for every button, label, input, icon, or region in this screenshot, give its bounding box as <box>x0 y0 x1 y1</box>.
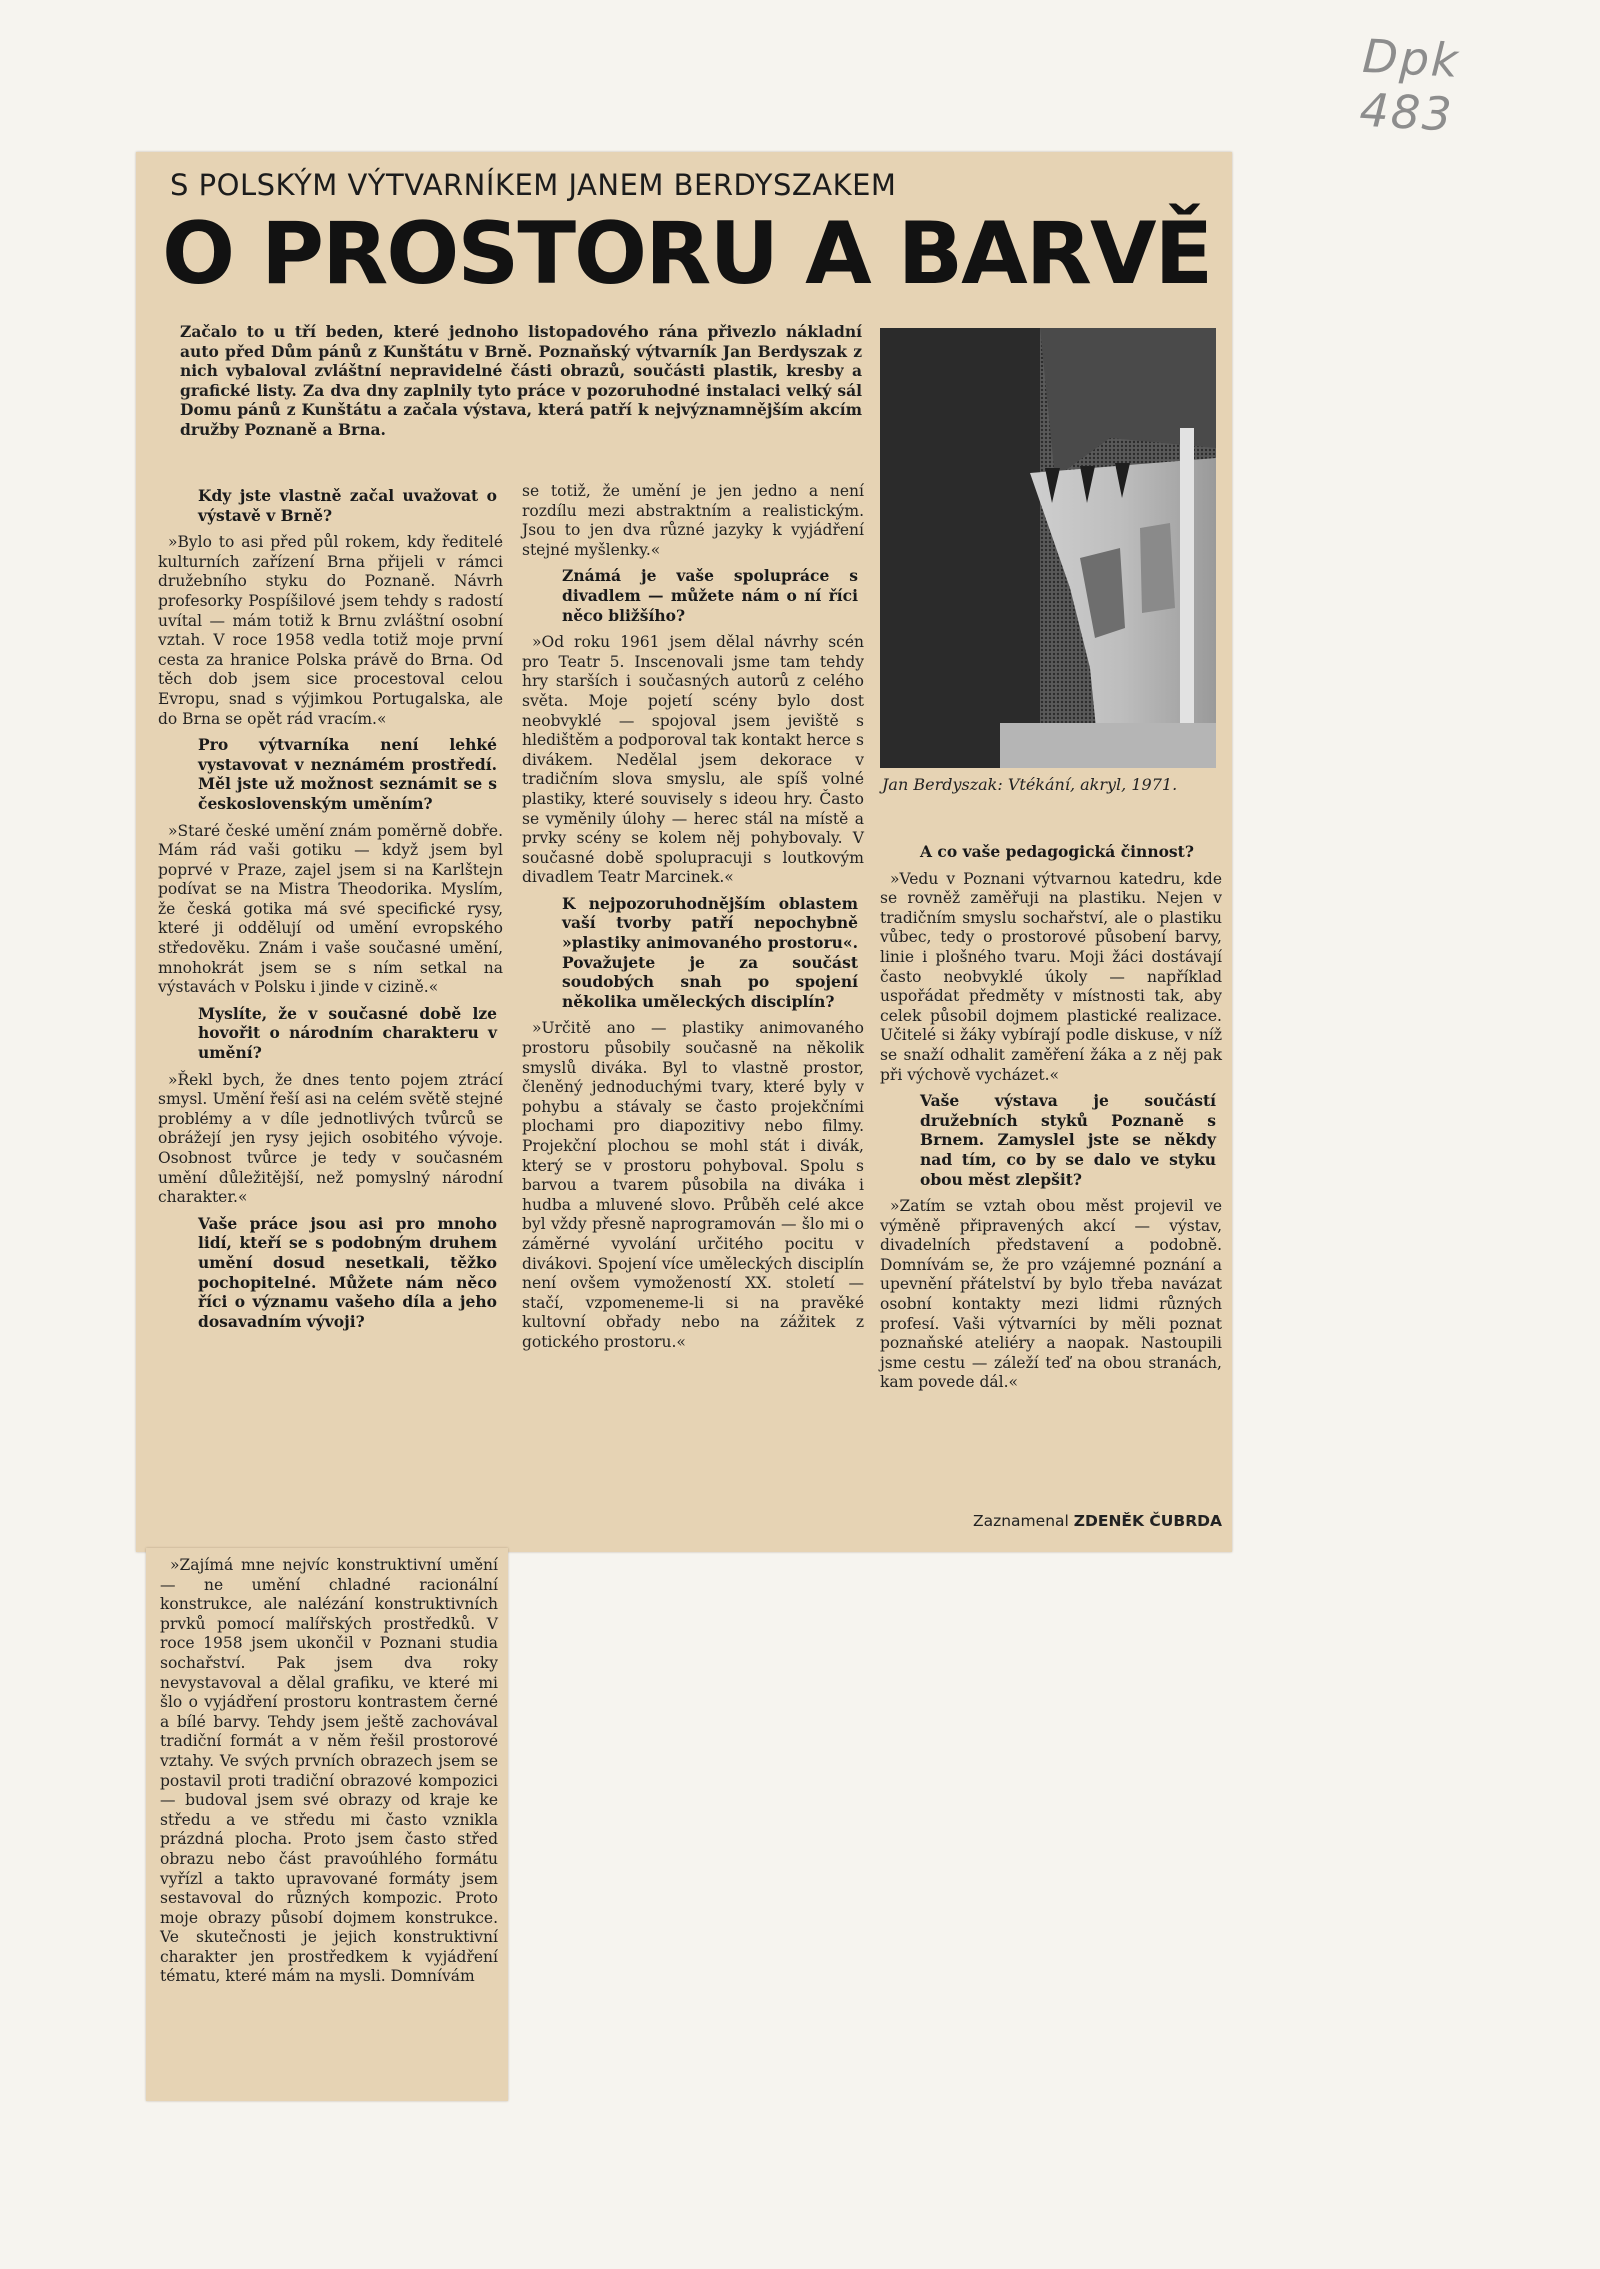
article-headline: O PROSTORU A BARVĚ <box>162 204 1212 304</box>
article-column-3 <box>880 838 1222 1399</box>
article-column-2 <box>522 482 864 1359</box>
interview-answer: »Řekl bych, že dnes tento pojem ztrácí smysl. Umění řeší asi na celém světě stejné problémy a v díle jednotlivých tvůrců se obrážejí jen rysy jejich osobitého vývoje. Osobnost tvůrce je tedy v současném umění důležitější, než pomyslný národní charakter.« <box>158 1070 503 1207</box>
byline-prefix: Zaznamenal <box>972 1512 1069 1530</box>
interview-question: Vaše výstava je součástí družebních styků Poznaně s Brnem. Zamyslel jste se někdy nad tím, co by se dalo ve styku obou měst zlepšit? <box>920 1091 1216 1189</box>
interview-question: Kdy jste vlastně začal uvažovat o výstavě v Brně? <box>198 486 497 525</box>
archive-ref-note: Dpk 483 <box>1358 28 1462 142</box>
interview-question: K nejpozoruhodnějším oblastem vaší tvorby patří nepochybně »plastiky animovaného prostoru«. Považujete je za součást soudobých snah po spojení několika uměleckých disciplín? <box>562 893 858 1011</box>
photo-caption: Jan Berdyszak: Vtékání, akryl, 1971. <box>882 775 1178 794</box>
interview-answer: »Zajímá mne nejvíc konstruktivní umění — ne umění chladné racionální konstrukce, ale nalézání konstruktivních prvků pomocí malířských prostředků. V roce 1958 jsem ukončil v Poznani studia sochařství. Pak jsem dva roky nevystavoval a dělal grafiku, ve které mi šlo o vyjádření prostoru kontrastem černé a bílé barvy. Tehdy jsem ještě zachovával tradiční formát a v něm řešil prostorové vztahy. Ve svých prvních obrazech jsem se postavil proti tradiční obrazové kompozici — budoval jsem své obrazy od kraje ke středu a ve středu mi často vznikla prázdná plocha. Proto jsem často střed obrazu nebo část pravoúhlého formátu vyřízl a takto upravované formáty jsem sestavoval do různých kompozic. Proto moje obrazy působí dojmem konstrukce. Ve skutečnosti je jejich konstruktivní charakter jen prostředkem k vyjádření tématu, které mám na mysli. Domnívám <box>160 1556 498 1986</box>
article-column-1 <box>158 482 503 1339</box>
byline-author: ZDENĚK ČUBRDA <box>1073 1512 1222 1530</box>
interview-question: Známá je vaše spolupráce s divadlem — můžete nám o ní říci něco bližšího? <box>562 566 858 625</box>
interview-question: Myslíte, že v současné době lze hovořit o národním charakteru v umění? <box>198 1003 497 1063</box>
article-kicker: S POLSKÝM VÝTVARNÍKEM JANEM BERDYSZAKEM <box>170 168 897 202</box>
article-column-4 <box>160 1556 498 1993</box>
interview-answer: »Od roku 1961 jsem dělal návrhy scén pro Teatr 5. Inscenovali jsme tam tehdy hry starších i současných autorů z celého světa. Moje pojetí scény bylo dost neobvyklé — spojoval jsem jeviště s hledištěm a podporoval tak kontakt herce s divákem. Nedělal jsem dekorace v tradičním slova smyslu, ale spíš volné plastiky, které souvisely s ideou hry. Často se vyměnily úlohy — herec stál na místě a prvky scény se kolem něj pohybovaly. V současné době spolupracuji s loutkovým divadlem Teatr Marcinek.« <box>522 633 864 887</box>
interview-answer: »Určitě ano — plastiky animovaného prostoru působily současně na několik smyslů diváka. Byl to vlastně prostor, členěný jednoduchými tvary, které byly v pohybu a stávaly se často projekčními plochami pro diapozitivy nebo filmy. Projekční plochou se mohl stát i divák, který se v prostoru pohyboval. Spolu s barvou a tvarem působila na diváka i hudba a mluvené slovo. Průběh celé akce byl vždy přesně naprogramován — šlo mi o záměrné vyvolání určitého pocitu v divákovi. Spojení více uměleckých disciplín není ovšem vymožeností XX. století — stačí, vzpomeneme-li si na pravěké kultovní obřady nebo na zážitek z gotického prostoru.« <box>522 1019 864 1351</box>
interview-question: Vaše práce jsou asi pro mnoho lidí, kteří se s podobným druhem umění dosud nesetkali, těžko pochopitelné. Můžete nám něco říci o významu vašeho díla a jeho dosavadním vývoji? <box>198 1213 497 1331</box>
interview-answer: »Zatím se vztah obou měst projevil ve výměně připravených akcí — výstav, divadelních představení a podobně. Domnívám se, že pro vzájemné poznání a upevnění přátelství by bylo třeba navázat osobní kontakty mezi lidmi různých profesí. Vaši výtvarníci by měli poznat poznaňské ateliéry a naopak. Nastoupili jsme cestu — záleží teď na obou stranách, kam povede dál.« <box>880 1197 1222 1392</box>
interview-answer: »Staré české umění znám poměrně dobře. Mám rád vaši gotiku — když jsem byl poprvé v Praze, zajel jsem si na Karlštejn podívat se na Mistra Theodorika. Myslím, že česká gotika má své specifické rysy, které ji oddělují od umění evropského středověku. Znám i vaše současné umění, mnohokrát jsem se s ním setkal na výstavách v Polsku i jinde v cizině.« <box>158 821 503 997</box>
interview-answer: »Bylo to asi před půl rokem, kdy ředitelé kulturních zařízení Brna přijeli v rámci družebního styku do Poznaně. Návrh profesorky Pospíšilové jsem tehdy s radostí uvítal — mám totiž k Brnu zvláštní osobní vztah. V roce 1958 vedla totiž moje první cesta za hranice Polska právě do Brna. Od těch dob jsem sice procestoval celou Evropu, snad s výjimkou Portugalska, ale do Brna se opět rád vracím.« <box>158 533 503 728</box>
artwork-photo <box>880 328 1216 768</box>
artwork-photo-image <box>880 328 1216 768</box>
interview-answer-continued: se totiž, že umění je jen jedno a není rozdílu mezi abstraktním a realistickým. Jsou to jen dva různé jazyky k vyjádření stejné myšlenky.« <box>522 482 864 559</box>
interview-answer: »Vedu v Poznani výtvarnou katedru, kde se rovněž zaměřuji na plastiku. Nejen v tradičním smyslu sochařství, ale o plastiku vůbec, tedy o prostorové působení barvy, linie i plošného tvaru. Moji žáci dostávají často neobvyklé úkoly — například uspořádat předměty v místnosti tak, aby celek působil dojmem plastické realizace. Učitelé si žáky vybírají podle diskuse, v níž se snaží odhalit zaměření žáka a z něj pak při výchově vycházet.« <box>880 869 1222 1084</box>
article-byline <box>880 1512 1222 1530</box>
interview-question: Pro výtvarníka není lehké vystavovat v neznámém prostředí. Měl jste už možnost seznámit se s československým uměním? <box>198 735 497 813</box>
interview-question: A co vaše pedagogická činnost? <box>920 842 1194 861</box>
article-lead: Začalo to u tří beden, které jednoho listopadového rána přivezlo nákladní auto před Dům pánů z Kunštátu v Brně. Poznaňský výtvarník Jan Berdyszak z nich vybaloval zvláštní nepravidelné části obrazů, součásti plastik, kresby a grafické listy. Za dva dny zaplnily tyto práce v pozoruhodné instalaci velký sál Domu pánů z Kunštátu a začala výstava, která patří k nejvýznamnějším akcím družby Poznaně a Brna. <box>180 322 862 439</box>
